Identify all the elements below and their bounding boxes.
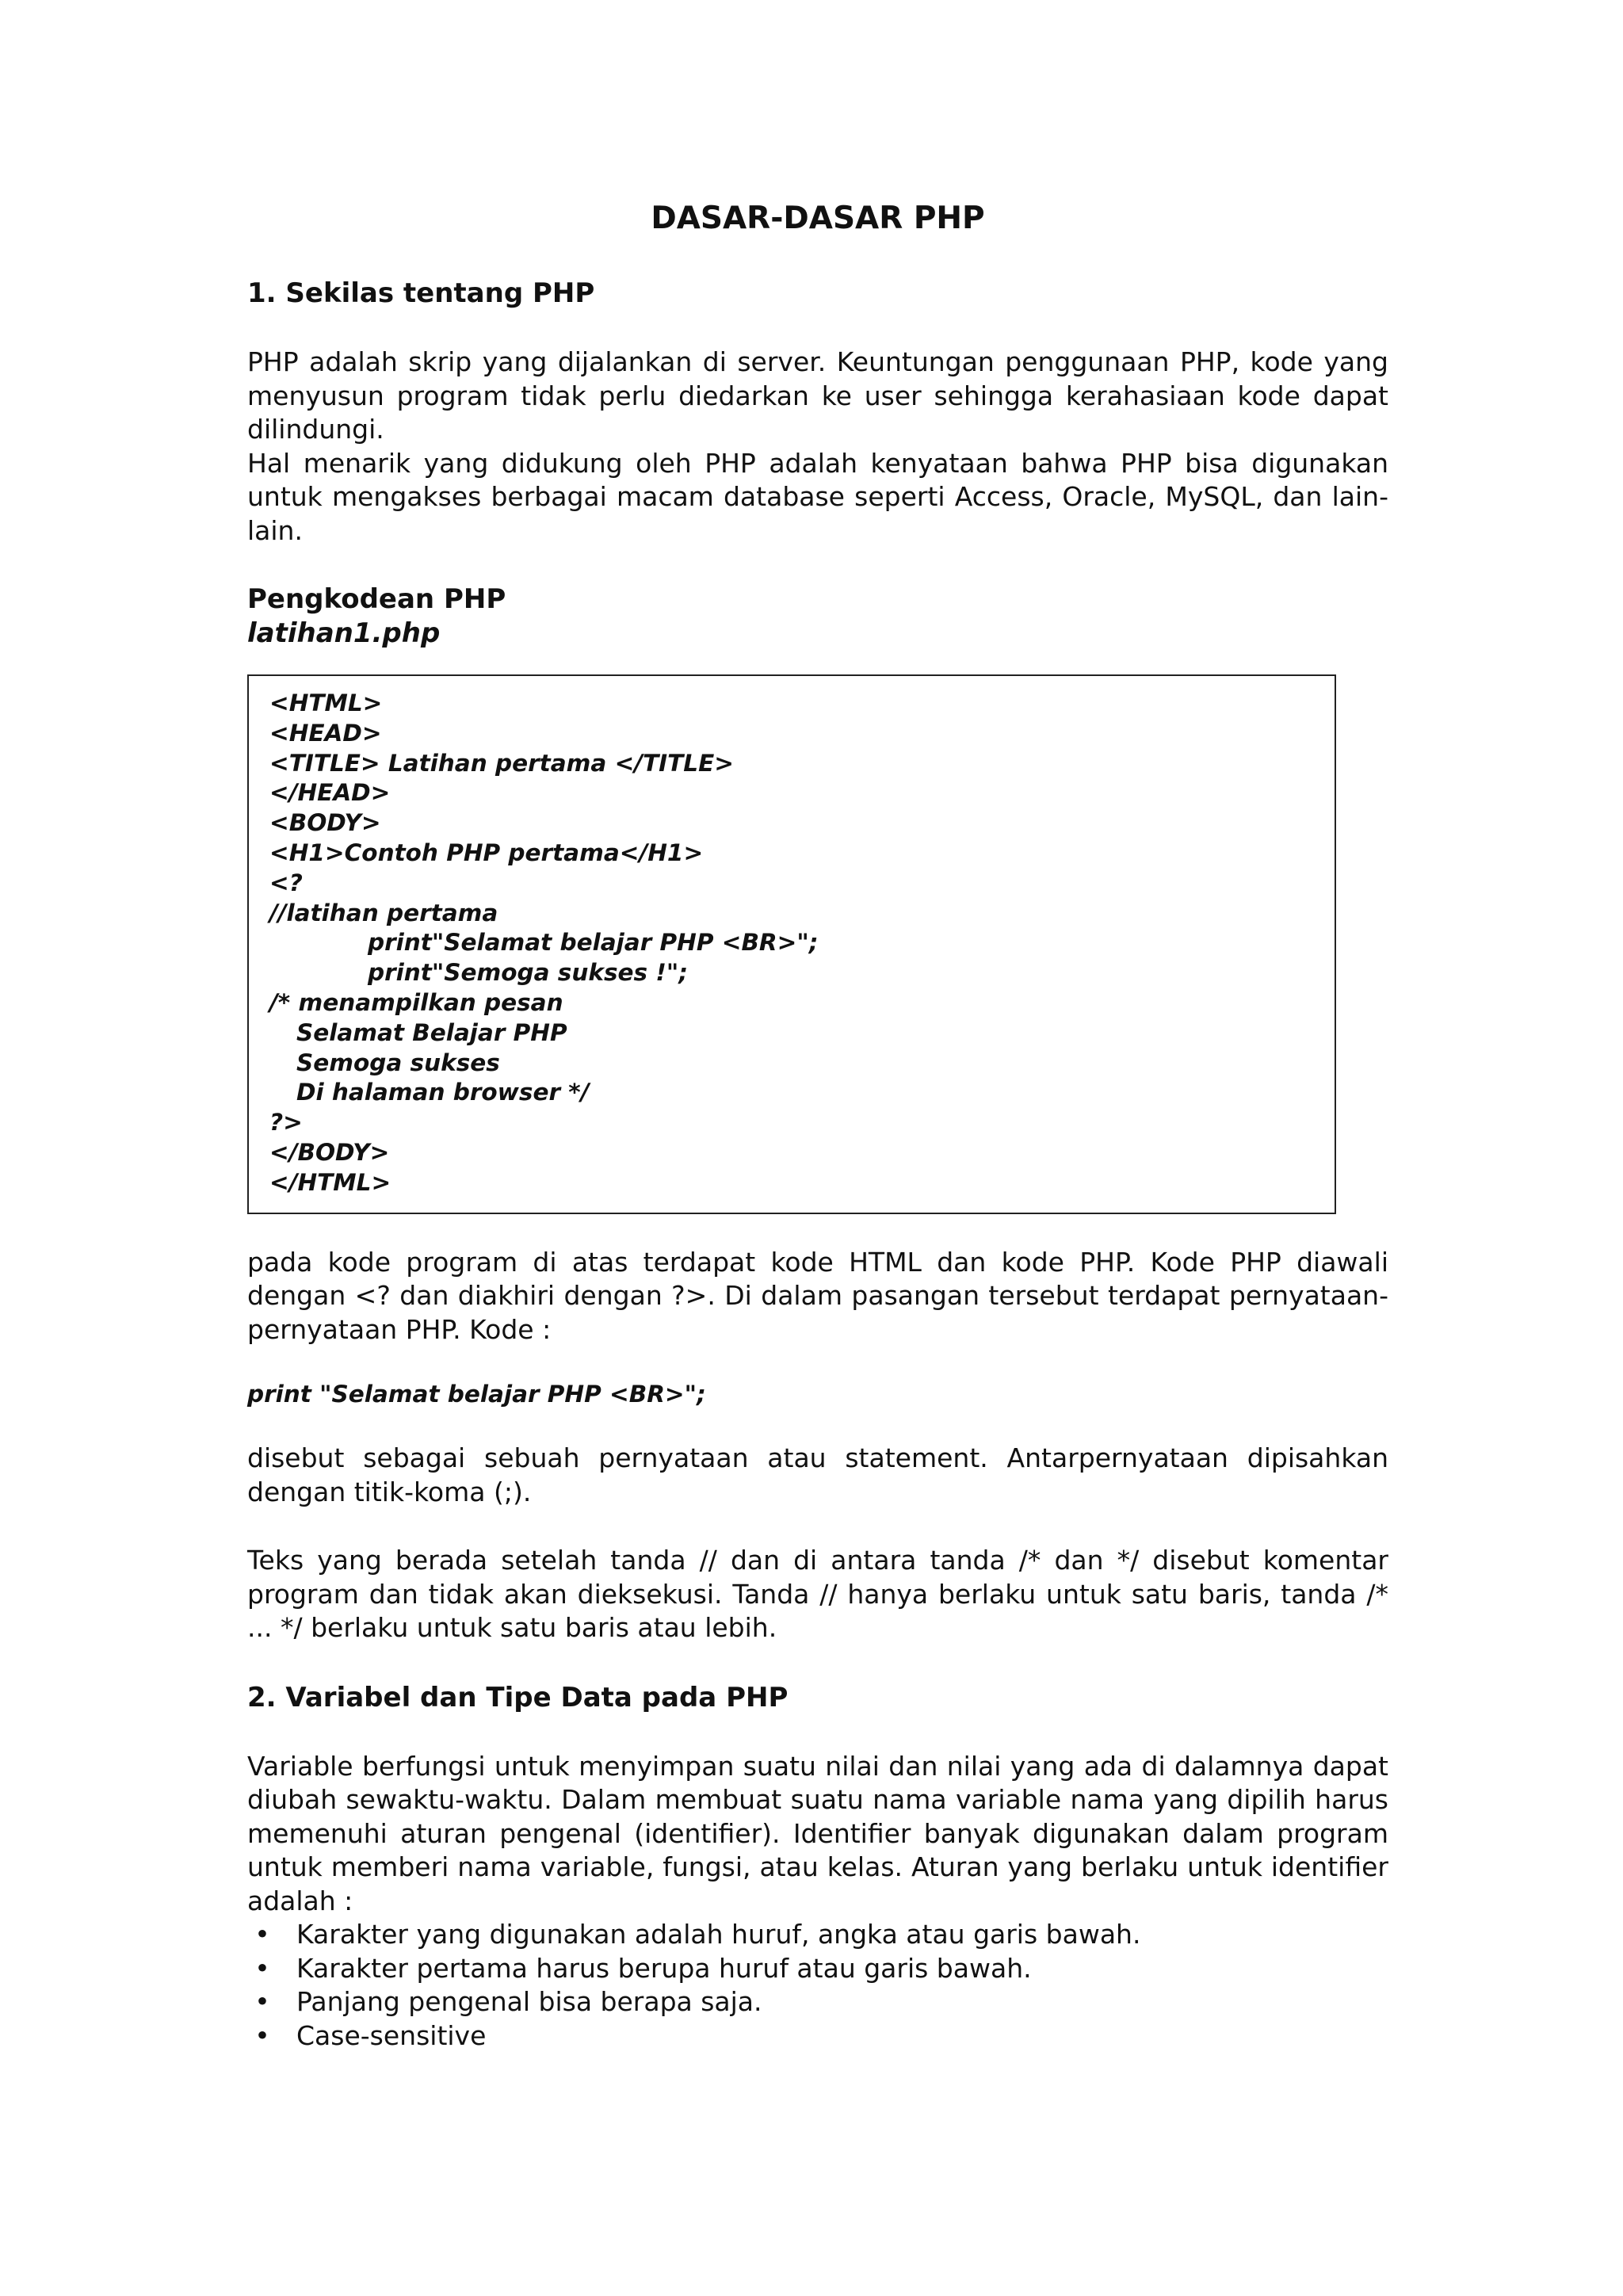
code-line: <? [269,869,303,896]
list-item [247,2019,1388,2053]
code-line: Selamat Belajar PHP [296,1018,567,1046]
list-item [247,1985,1388,2019]
spacer [247,1410,1388,1442]
bullet-icon: • [254,1919,270,1950]
list-item [247,1952,1388,1986]
list-item-text: Karakter pertama harus berupa huruf atau garis bawah. [296,1952,1032,1984]
code-line: </HEAD> [269,779,391,807]
code-line: <HTML> [269,690,383,716]
spacer [247,1509,1388,1544]
list-item-text: Case-sensitive [296,2019,487,2051]
spacer [247,548,1388,583]
code-line: <BODY> [269,809,381,837]
section1-paragraph-5: Teks yang berada setelah tanda // dan di antara tanda /* dan */ disebut komentar program dan tidak akan dieksekusi. Tanda // hanya berlaku untuk satu baris, tanda /* ... */ berlaku untuk satu baris atau lebih. [247,1545,1388,1644]
code-line: print"Selamat belajar PHP <BR>"; [368,929,819,957]
section1-paragraph-3: pada kode program di atas terdapat kode HTML dan kode PHP. Kode PHP diawali dengan <? dan diakhiri dengan ?>. Di dalam pasangan tersebut terdapat pernyataan-pernyataan PHP. Kode : [247,1246,1388,1345]
code-line: <TITLE> Latihan pertama </TITLE> [269,749,734,777]
bullet-icon: • [254,2019,270,2051]
bullet-icon: • [254,1952,270,1984]
section1-paragraph-4: disebut sebagai sebuah pernyataan atau statement. Antarpernyataan dipisahkan dengan titik-koma (;). [247,1442,1388,1507]
code-line: <H1>Contoh PHP pertama</H1> [269,839,704,866]
section2-heading: 2. Variabel dan Tipe Data pada PHP [247,1681,789,1713]
code-line: /* menampilkan pesan [269,988,563,1016]
inline-code-statement: print "Selamat belajar PHP <BR>"; [247,1381,706,1408]
section1-paragraph-2: Hal menarik yang didukung oleh PHP adalah kenyataan bahwa PHP bisa digunakan untuk mengakses berbagai macam database seperti Access, Oracle, MySQL, dan lain-lain. [247,447,1388,546]
code-line: Di halaman browser */ [296,1079,590,1106]
document-page [247,197,1388,2053]
code-line: </BODY> [269,1138,390,1166]
code-line: //latihan pertama [269,899,498,926]
spacer [247,1715,1388,1750]
spacer [247,1214,1388,1246]
code-line: Semoga sukses [296,1049,500,1076]
code-listing-box [247,674,1336,1214]
document-title: DASAR-DASAR PHP [651,201,985,236]
code-subheading: Pengkodean PHP [247,583,506,615]
spacer [247,1645,1388,1680]
section2-paragraph-1: Variable berfungsi untuk menyimpan suatu nilai dan nilai yang ada di dalamnya dapat diubah sewaktu-waktu. Dalam membuat suatu nama variable nama yang dipilih harus memenuhi aturan pengenal (identifier). Identifier banyak digunakan dalam program untuk memberi nama variable, fungsi, atau kelas. Aturan yang berlaku untuk identifier adalah : [247,1750,1388,1916]
code-line: <HEAD> [269,719,382,747]
spacer [247,311,1388,346]
section1-heading: 1. Sekilas tentang PHP [247,277,595,309]
code-line: </HTML> [269,1168,391,1196]
identifier-rules-list [247,1918,1388,2053]
list-item-text: Panjang pengenal bisa berapa saja. [296,1986,762,2018]
list-item [247,1918,1388,1952]
code-filename: latihan1.php [247,617,441,649]
spacer [247,1347,1388,1378]
section1-paragraph-1: PHP adalah skrip yang dijalankan di server. Keuntungan penggunaan PHP, kode yang menyusun program tidak perlu diedarkan ke user sehingga kerahasiaan kode dapat dilindungi. [247,346,1388,445]
code-line: ?> [269,1109,303,1137]
list-item-text: Karakter yang digunakan adalah huruf, angka atau garis bawah. [296,1919,1141,1950]
code-line: print"Semoga sukses !"; [368,959,688,987]
bullet-icon: • [254,1986,270,2018]
